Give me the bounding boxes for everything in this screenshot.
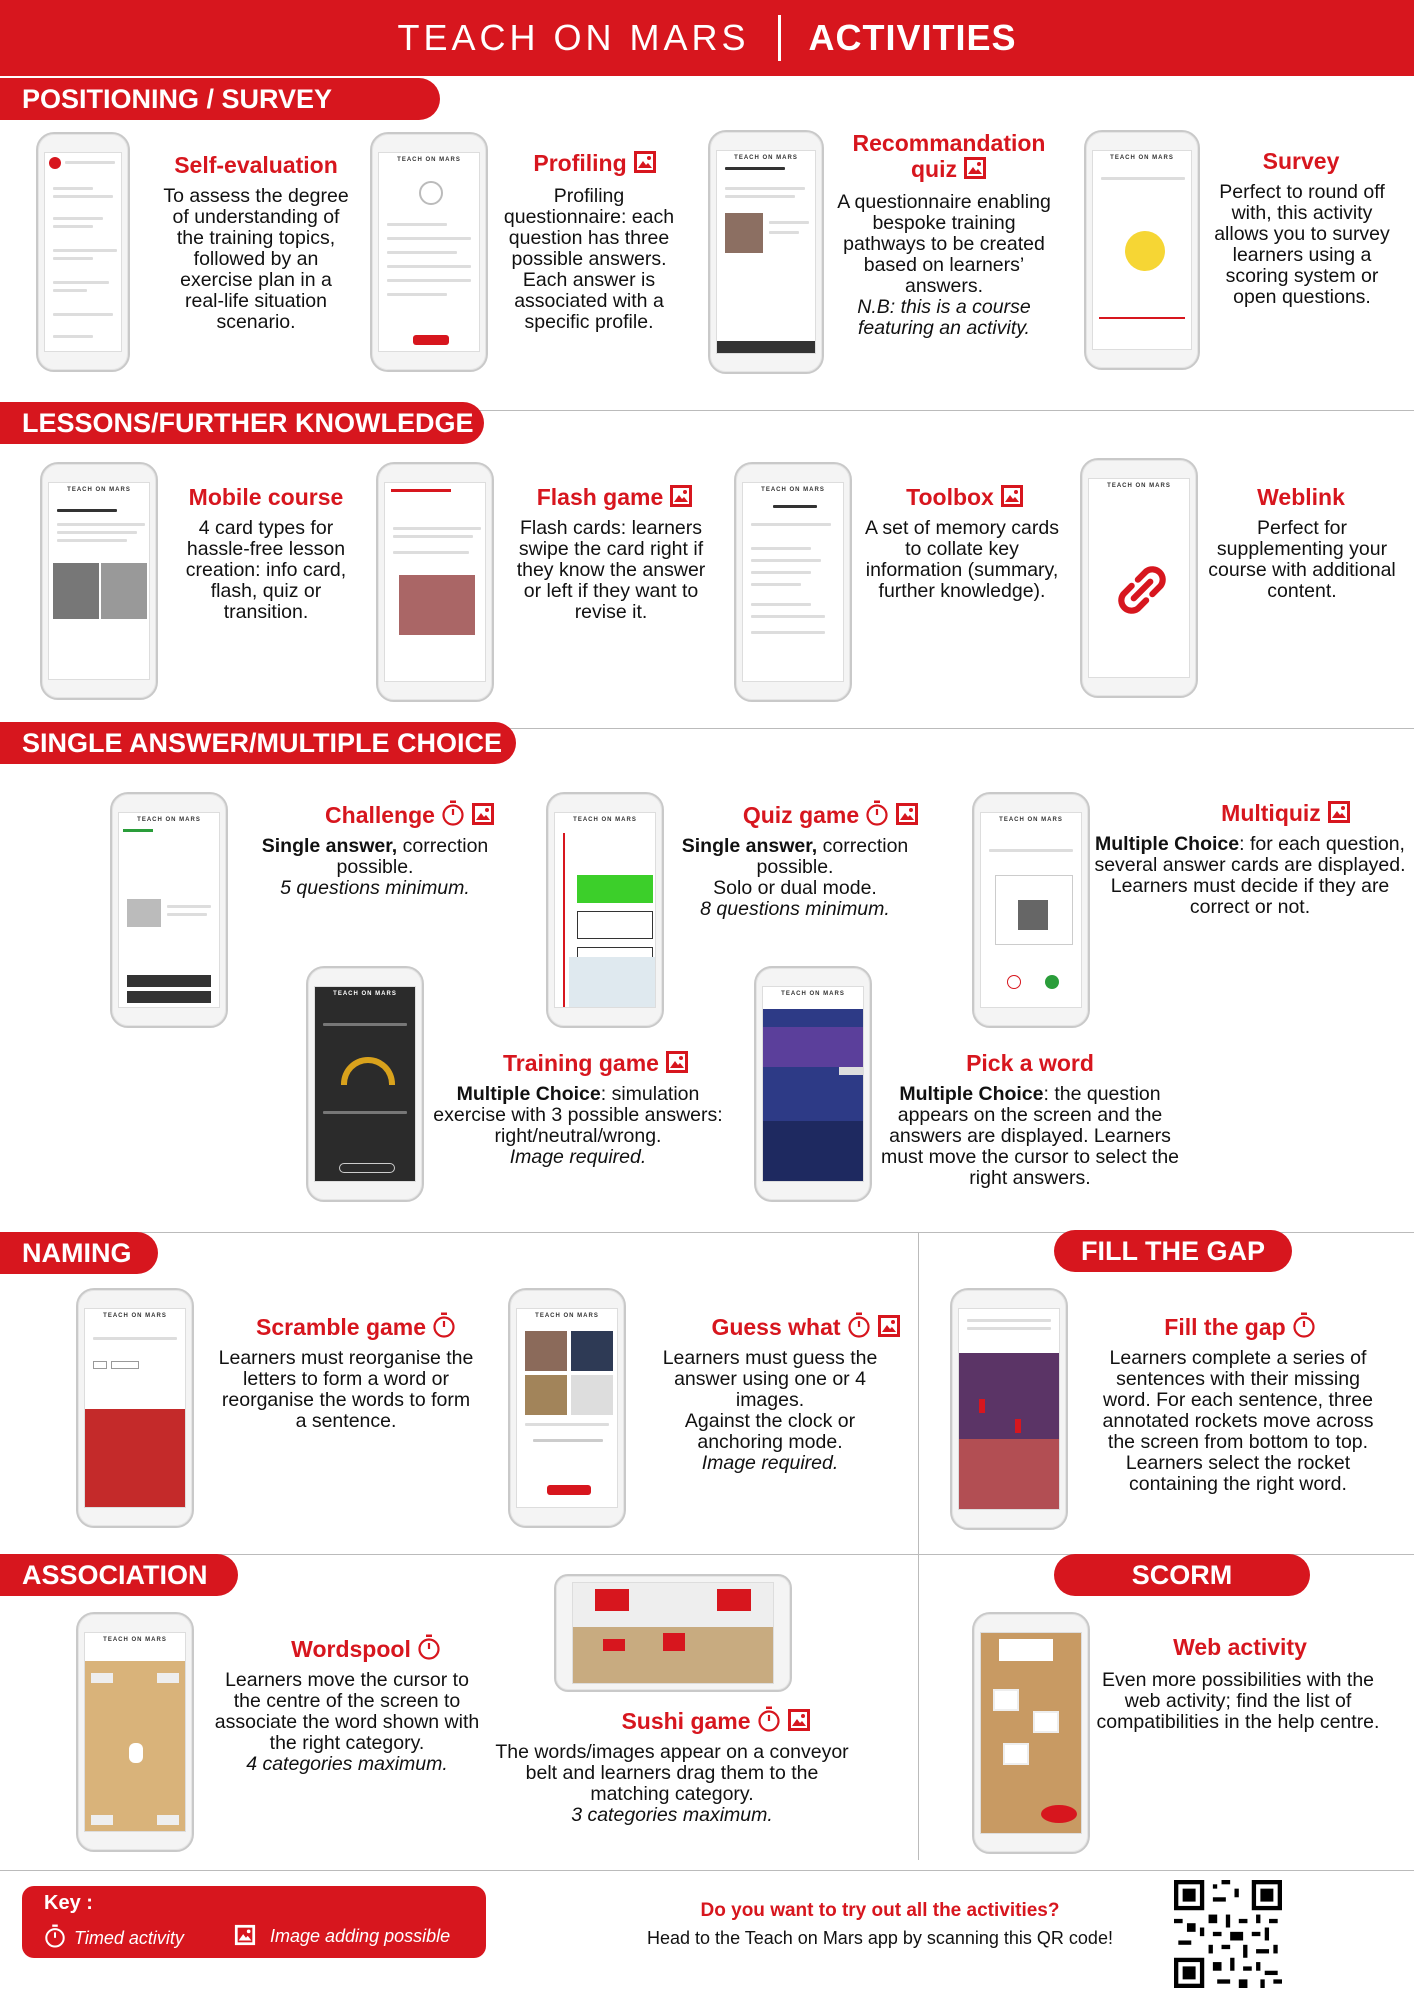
desc-fill-the-gap: Learners complete a series of sentences with their missing word. For each sentence, three annotated rockets move across the screen from bottom to top. Learners select the rocket containing the right word. [1102, 1347, 1374, 1495]
title-flash-text: Flash game [536, 484, 664, 510]
title-training-text: Training game [503, 1050, 659, 1076]
title-toolbox-text: Toolbox [906, 484, 994, 510]
key-timed: Timed activity [74, 1928, 184, 1948]
title-scramble-game [256, 1312, 456, 1341]
app-icon [49, 157, 61, 169]
phone-toolbox [734, 462, 852, 702]
phone-screen: TEACH ON MARS [118, 812, 220, 1008]
desc-quiz-note: 8 questions minimum. [700, 898, 890, 920]
lesson-photo [101, 563, 147, 619]
desc-quiz-bold: Single answer, [681, 835, 818, 857]
phone-self-evaluation [36, 132, 130, 372]
timer-icon [432, 1312, 456, 1338]
desc-quiz-text2: Solo or dual mode. [713, 877, 877, 899]
image-icon [234, 1924, 256, 1946]
question-photo [127, 899, 161, 927]
timer-icon [417, 1634, 441, 1660]
timer-icon [847, 1312, 871, 1338]
title-survey: Survey [1262, 148, 1340, 174]
desc-multiquiz-text2: Learners must decide if they are correct or not. [1110, 875, 1390, 918]
desc-training-bold: Multiple Choice [456, 1083, 601, 1105]
title-sushi-text: Sushi game [621, 1708, 751, 1734]
desc-pickword-text: : the question appears on the screen and the answers are displayed. Learners must move the cursor to select the right answers. [880, 1083, 1180, 1189]
phone-wordspool [76, 1612, 194, 1852]
check-icon [419, 181, 443, 205]
title-recommandation-quiz [844, 130, 1054, 182]
desc-guess-text: Learners must guess the answer using one or 4 images. [662, 1347, 878, 1411]
image-icon [1000, 484, 1024, 508]
phone-challenge [110, 792, 228, 1028]
desc-sushi-note: 3 categories maximum. [571, 1804, 773, 1826]
desc-multiquiz-text: : for each question, several answer cards are displayed. [1094, 833, 1406, 876]
phone-web-activity [972, 1612, 1090, 1854]
phone-screen [44, 152, 122, 352]
phone-screen: TEACH ON MARS [516, 1308, 618, 1508]
desc-pickword-bold: Multiple Choice [899, 1083, 1044, 1105]
phone-fill-the-gap [950, 1288, 1068, 1530]
desc-wordspool [214, 1670, 480, 1775]
desc-recommandation-quiz [834, 192, 1054, 339]
continue-button [339, 1163, 395, 1173]
desc-mobile-course: 4 card types for hassle-free lesson creation: info card, flash, quiz or transition. [185, 517, 347, 623]
legend-key [22, 1886, 486, 1958]
section-positioning: POSITIONING / SURVEY [0, 78, 440, 120]
phone-flash-game [376, 462, 494, 702]
phone-training-game [306, 966, 424, 1202]
title-recom-line2: quiz [911, 156, 957, 182]
desc-training-note: Image required. [509, 1146, 647, 1168]
desc-quiz-text: correction possible. [756, 835, 909, 878]
phone-screen: TEACH ON MARS [48, 482, 150, 680]
course-thumbnail [725, 213, 763, 253]
word-tag [839, 1067, 864, 1075]
desc-weblink: Perfect for supplementing your course with additional content. [1208, 517, 1396, 602]
phone-guess-what [508, 1288, 626, 1528]
desc-sushi-text: The words/images appear on a conveyor belt and learners drag them to the matching category. [495, 1741, 849, 1805]
right-button [1045, 975, 1059, 989]
title-weblink: Weblink [1257, 484, 1345, 510]
desc-guess-text2: Against the clock or anchoring mode. [684, 1410, 856, 1453]
desc-web-activity: Even more possibilities with the web activity; find the list of compatibilities in the help centre. [1096, 1669, 1380, 1733]
phone-survey [1084, 130, 1200, 370]
cursor [129, 1743, 143, 1763]
desc-guess-what [640, 1348, 900, 1474]
desc-sushi-game [490, 1742, 854, 1826]
section-naming: NAMING [0, 1232, 158, 1274]
phone-screen: TEACH ON MARS [378, 152, 480, 352]
desc-profiling: Profiling questionnaire: each question has three possible answers. Each answer is associated with a specific profile. [503, 185, 675, 333]
phone-sushi-game [554, 1574, 792, 1692]
title-wordspool [276, 1634, 456, 1663]
key-image: Image adding possible [270, 1926, 451, 1946]
rating-slider [1099, 317, 1185, 319]
title-profiling-text: Profiling [533, 150, 627, 176]
title-profiling [520, 150, 670, 177]
image-icon [1327, 800, 1351, 824]
timer-icon [441, 800, 465, 826]
phone-screen: TEACH ON MARS [1088, 478, 1190, 678]
phone-screen: TEACH ON MARS [84, 1632, 186, 1832]
phone-pick-a-word [754, 966, 872, 1202]
title-multiquiz-text: Multiquiz [1221, 800, 1321, 826]
title-recom-line1: Recommandation [852, 130, 1046, 156]
title-mobile-course: Mobile course [188, 484, 344, 510]
desc-flash-game: Flash cards: learners swipe the card right if they know the answer or left if they want to revise it. [516, 517, 706, 623]
section-scorm: SCORM [1054, 1554, 1310, 1596]
phone-multiquiz [972, 792, 1090, 1028]
phone-weblink [1080, 458, 1198, 698]
title-self-evaluation: Self-evaluation [174, 152, 338, 178]
flash-card-photo [399, 575, 475, 635]
desc-challenge-note: 5 questions minimum. [280, 877, 470, 899]
title-guess-what [706, 1312, 906, 1341]
title-training-game [496, 1050, 696, 1077]
desc-recom-text: A questionnaire enabling bespoke training pathways to be created based on learners’ answers. [837, 191, 1051, 297]
title-fill-the-gap [1140, 1312, 1340, 1341]
lesson-photo [53, 563, 99, 619]
desc-survey: Perfect to round off with, this activity allows you to survey learners using a scoring system or open questions. [1214, 181, 1390, 308]
title-toolbox [890, 484, 1040, 511]
phone-screen: TEACH ON MARS [716, 150, 816, 354]
column-divider [918, 1232, 919, 1860]
title-challenge [320, 800, 500, 829]
key-label: Key : [44, 1892, 93, 1914]
title-challenge-text: Challenge [325, 802, 435, 828]
phone-screen [980, 1632, 1082, 1834]
answer-option [577, 911, 653, 939]
phone-scramble-game [76, 1288, 194, 1528]
timer-icon [44, 1924, 66, 1948]
page-title: ACTIVITIES [808, 17, 1017, 58]
desc-multiquiz [1094, 834, 1406, 918]
rocket-icon [1015, 1419, 1021, 1433]
desc-pick-a-word [880, 1084, 1180, 1189]
image-icon [963, 156, 987, 180]
phone-mobile-course [40, 462, 158, 700]
answer-card [995, 875, 1073, 945]
correct-answer [577, 875, 653, 903]
timer-icon [757, 1706, 781, 1732]
desc-scramble-game: Learners must reorganise the letters to form a word or reorganise the words to form a sentence. [218, 1347, 474, 1432]
timer-icon [865, 800, 889, 826]
image-icon [877, 1314, 901, 1338]
desc-challenge [250, 836, 500, 899]
desc-toolbox: A set of memory cards to collate key information (summary, further knowledge). [865, 517, 1059, 602]
phone-screen: TEACH ON MARS [1092, 150, 1192, 350]
desc-challenge-text: correction possible. [336, 835, 489, 878]
section-single-multiple: SINGLE ANSWER/MULTIPLE CHOICE [0, 722, 516, 764]
timer-icon [1292, 1312, 1316, 1338]
desc-wordspool-text: Learners move the cursor to the centre of the screen to associate the word shown with the right category. [214, 1669, 480, 1754]
phone-screen [384, 482, 486, 682]
header-separator [778, 15, 781, 61]
title-web-activity: Web activity [1173, 1634, 1307, 1660]
section-lessons: LESSONS/FURTHER KNOWLEDGE [0, 402, 484, 444]
link-icon [1111, 559, 1173, 621]
phone-quiz-game [546, 792, 664, 1028]
desc-guess-note: Image required. [701, 1452, 839, 1474]
phone-screen: TEACH ON MARS [314, 986, 416, 1182]
phone-screen: TEACH ON MARS [84, 1308, 186, 1508]
image-icon [471, 802, 495, 826]
title-fill-text: Fill the gap [1164, 1314, 1286, 1340]
phone-screen: TEACH ON MARS [980, 812, 1082, 1008]
phone-screen: TEACH ON MARS [762, 986, 864, 1182]
title-scramble-text: Scramble game [256, 1314, 427, 1340]
phone-screen [958, 1308, 1060, 1510]
title-wordspool-text: Wordspool [291, 1636, 411, 1662]
image-icon [787, 1708, 811, 1732]
header-bar [0, 0, 1414, 76]
qr-code[interactable] [1174, 1880, 1282, 1988]
image-icon [633, 150, 657, 174]
title-pick-a-word: Pick a word [966, 1050, 1094, 1076]
phone-recommandation-quiz [708, 130, 824, 374]
image-icon [895, 802, 919, 826]
title-sushi-game [596, 1706, 836, 1735]
desc-training-text: : simulation exercise with 3 possible answers: right/neutral/wrong. [433, 1083, 723, 1147]
brand-logo: TEACH ON MARS [397, 17, 750, 58]
footer-divider [0, 1870, 1414, 1871]
phone-screen [572, 1582, 774, 1684]
desc-quiz-game [670, 836, 920, 920]
image-icon [665, 1050, 689, 1074]
phone-profiling [370, 132, 488, 372]
rocket-icon [979, 1399, 985, 1413]
desc-challenge-bold: Single answer, [261, 835, 398, 857]
phone-screen: TEACH ON MARS [742, 482, 844, 682]
wrong-button [1007, 975, 1021, 989]
desc-recom-note: N.B: this is a course featuring an activity. [857, 296, 1031, 339]
section-association: ASSOCIATION [0, 1554, 238, 1596]
desc-training-game [428, 1084, 728, 1168]
title-quiz-game [736, 800, 926, 829]
letter-tiles-area [85, 1409, 185, 1508]
title-flash-game [520, 484, 710, 511]
section-fill-the-gap: FILL THE GAP [1054, 1230, 1292, 1272]
cta-text: Head to the Teach on Mars app by scanning this QR code! [647, 1928, 1113, 1948]
title-multiquiz [1196, 800, 1376, 827]
desc-multiquiz-bold: Multiple Choice [1095, 833, 1240, 855]
image-icon [669, 484, 693, 508]
title-quiz-text: Quiz game [742, 802, 860, 828]
smiley-icon [1125, 231, 1165, 271]
title-guess-text: Guess what [711, 1314, 841, 1340]
gauge [341, 1057, 395, 1085]
cta-question: Do you want to try out all the activities? [700, 1900, 1060, 1921]
desc-wordspool-note: 4 categories maximum. [246, 1753, 448, 1775]
desc-self-evaluation: To assess the degree of understanding of the training topics, followed by an exercise plan in a real-life situation scenario. [163, 185, 349, 333]
phone-screen: TEACH ON MARS [554, 812, 656, 1008]
